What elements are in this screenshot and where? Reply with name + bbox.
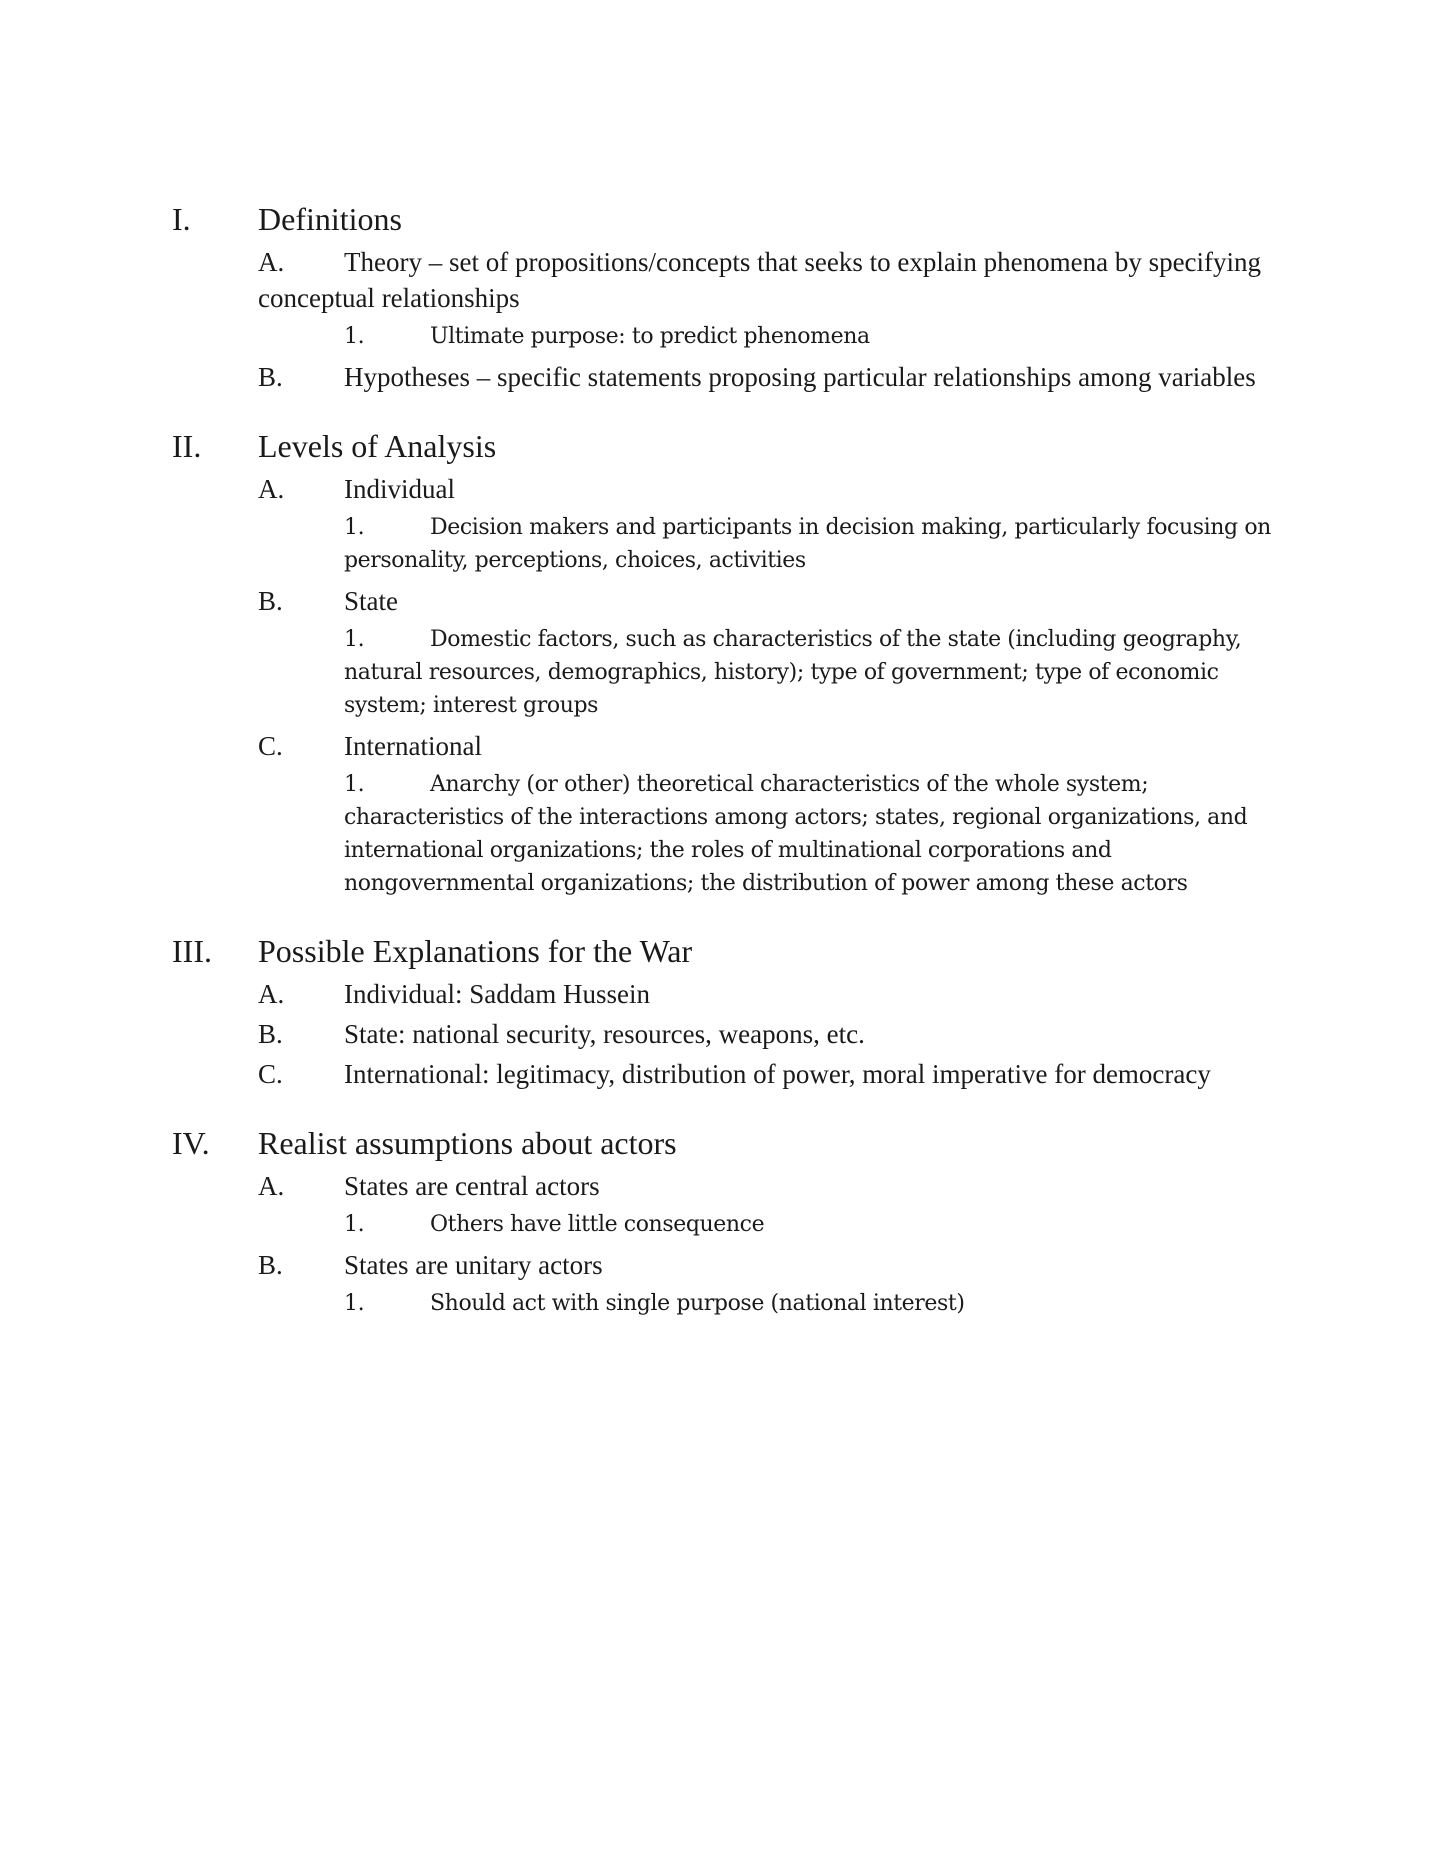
section-heading — [172, 198, 1292, 240]
section-title: Realist assumptions about actors — [258, 1125, 677, 1161]
subheading — [258, 583, 1292, 619]
subitem-number: 1. — [344, 515, 365, 540]
outline-item — [172, 1016, 1292, 1052]
outline-item — [172, 976, 1292, 1012]
item-text: Theory – set of propositions/concepts that seeks to explain phenomena by specifying conceptual relationships — [258, 247, 1262, 313]
subitem-text: Domestic factors, such as characteristics of the state (including geography, natural resources, demographics, history); type of government; type of economic system; interest groups — [344, 627, 1242, 718]
subitem-number: 1. — [344, 772, 365, 797]
outline-item — [172, 1168, 1292, 1241]
item-text: Individual: Saddam Hussein — [344, 979, 650, 1009]
subheading — [258, 728, 1292, 764]
section-heading — [172, 1122, 1292, 1164]
subitems — [172, 511, 1292, 577]
item-text: Hypotheses – specific statements proposing particular relationships among variables — [344, 362, 1256, 392]
item-text: Individual — [344, 474, 455, 504]
item-letter: A. — [258, 474, 285, 504]
item-letter: B. — [258, 362, 283, 392]
item-letter: B. — [258, 1250, 283, 1280]
subitem-text: Decision makers and participants in decision making, particularly focusing on personality, perceptions, choices, activities — [344, 515, 1271, 573]
outline-section — [172, 930, 1292, 1092]
item-letter: A. — [258, 979, 285, 1009]
subitems — [172, 1208, 1292, 1241]
section-heading — [172, 930, 1292, 972]
item-text: States are unitary actors — [344, 1250, 603, 1280]
subheading — [258, 1168, 1292, 1204]
item-text: International — [344, 731, 482, 761]
subheading — [258, 471, 1292, 507]
outline-item — [172, 359, 1292, 395]
outline-item — [172, 1056, 1292, 1092]
subitem-number: 1. — [344, 1212, 365, 1237]
subitem — [344, 768, 1292, 900]
outline-section — [172, 425, 1292, 900]
item-text: State — [344, 586, 398, 616]
subheading — [258, 244, 1292, 316]
subheading — [258, 1056, 1292, 1092]
item-letter: B. — [258, 1019, 283, 1049]
subitem-text: Should act with single purpose (national interest) — [430, 1291, 965, 1316]
subitem — [344, 511, 1292, 577]
section-items — [172, 1168, 1292, 1320]
subitems — [172, 623, 1292, 722]
subitem — [344, 1287, 1292, 1320]
lecture-outline — [172, 198, 1292, 1350]
subitem-text: Others have little consequence — [430, 1212, 765, 1237]
item-letter: C. — [258, 1059, 283, 1089]
subheading — [258, 1016, 1292, 1052]
subitem-number: 1. — [344, 1291, 365, 1316]
section-title: Possible Explanations for the War — [258, 933, 693, 969]
section-title: Levels of Analysis — [258, 428, 497, 464]
item-letter: B. — [258, 586, 283, 616]
section-title: Definitions — [258, 201, 402, 237]
section-numeral: II. — [172, 428, 202, 464]
section-numeral: I. — [172, 201, 191, 237]
outline-item — [172, 471, 1292, 577]
subitems — [172, 768, 1292, 900]
section-heading — [172, 425, 1292, 467]
subitem — [344, 320, 1292, 353]
section-numeral: IV. — [172, 1125, 210, 1161]
subitems — [172, 320, 1292, 353]
item-letter: A. — [258, 247, 285, 277]
item-letter: A. — [258, 1171, 285, 1201]
section-items — [172, 471, 1292, 900]
outline-item — [172, 1247, 1292, 1320]
outline-section — [172, 198, 1292, 395]
section-numeral: III. — [172, 933, 212, 969]
outline-item — [172, 244, 1292, 353]
section-items — [172, 976, 1292, 1092]
subheading — [258, 1247, 1292, 1283]
item-text: State: national security, resources, weapons, etc. — [344, 1019, 865, 1049]
subitems — [172, 1287, 1292, 1320]
subitem-number: 1. — [344, 627, 365, 652]
item-text: States are central actors — [344, 1171, 600, 1201]
subheading — [258, 976, 1292, 1012]
outline-item — [172, 583, 1292, 722]
subitem — [344, 1208, 1292, 1241]
subitem-number: 1. — [344, 324, 365, 349]
subitem — [344, 623, 1292, 722]
outline-item — [172, 728, 1292, 900]
subitem-text: Ultimate purpose: to predict phenomena — [430, 324, 870, 349]
item-letter: C. — [258, 731, 283, 761]
subheading — [258, 359, 1292, 395]
item-text: International: legitimacy, distribution of power, moral imperative for democracy — [344, 1059, 1211, 1089]
outline-section — [172, 1122, 1292, 1320]
subitem-text: Anarchy (or other) theoretical characteristics of the whole system; characteristics of the interactions among actors; states, regional organizations, and international organizations; the roles of multinational corporations and nongovernmental organizations; the distribution of power among these actors — [344, 772, 1248, 896]
section-items — [172, 244, 1292, 395]
